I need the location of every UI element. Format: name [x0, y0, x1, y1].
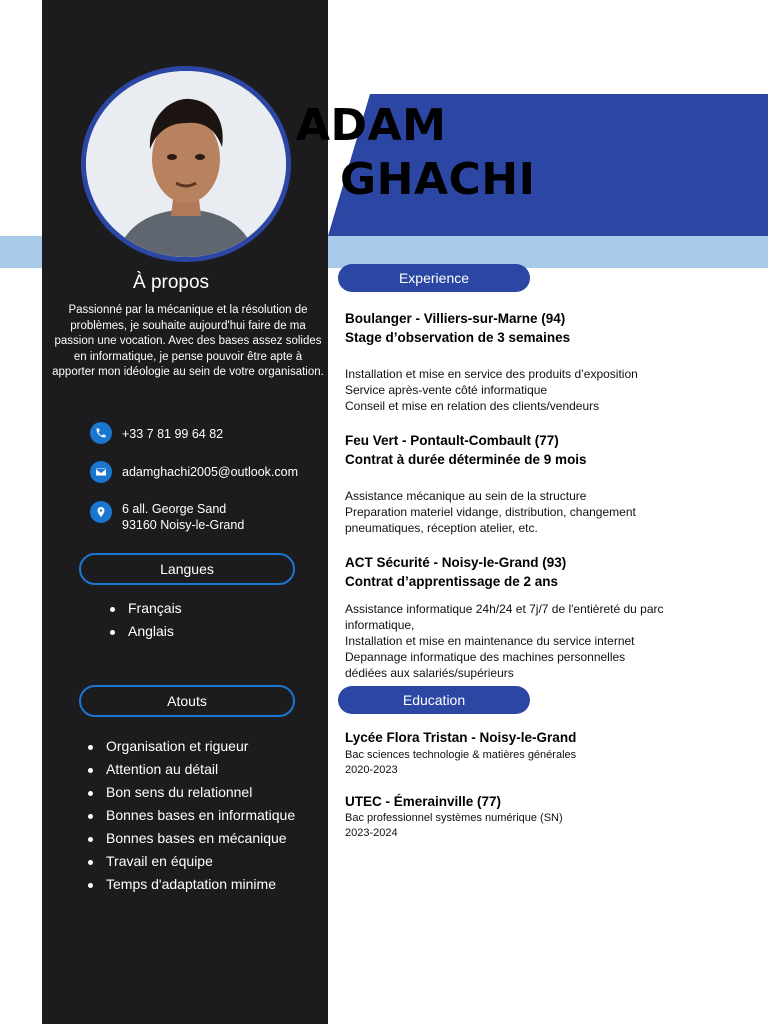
job-contract: Contrat à durée déterminée de 9 mois — [345, 452, 587, 467]
address — [122, 501, 244, 533]
job-line: Assistance mécanique au sein de la structure — [345, 489, 587, 503]
experience-heading: Experience — [338, 264, 530, 292]
about-title: À propos — [133, 272, 210, 293]
person-portrait-icon — [86, 71, 286, 257]
school-2-details — [345, 811, 563, 840]
job-company: Boulanger - Villiers-sur-Marne (94) — [345, 311, 566, 326]
job-1-title — [345, 309, 570, 347]
job-line: pneumatiques, réception atelier, etc. — [345, 521, 538, 535]
address-line-1: 6 all. George Sand — [122, 502, 227, 516]
school-years: 2020-2023 — [345, 763, 398, 776]
address-line-2: 93160 Noisy-le-Grand — [122, 518, 245, 532]
list-item: Bonnes bases en mécanique — [86, 830, 295, 846]
school-1-details — [345, 748, 576, 777]
contact-email — [90, 461, 298, 483]
school-degree: Bac professionnel systèmes numérique (SN) — [345, 812, 563, 824]
job-2-title — [345, 431, 587, 469]
job-company: ACT Sécurité - Noisy-le-Grand (93) — [345, 555, 567, 570]
about-text: Passionné par la mécanique et la résolution de problèmes, je souhaite aujourd'hui faire de ma passion une vocation. Avec des bases assez solides en informatique, je pense pouvoir être apte à apporter mon idéologie au sein de votre organisation. — [52, 304, 324, 378]
list-item: Attention au détail — [86, 761, 295, 777]
email-address[interactable]: adamghachi2005@outlook.com — [122, 465, 298, 479]
location-pin-icon — [90, 501, 112, 523]
phone-number[interactable]: +33 7 81 99 64 82 — [122, 427, 224, 441]
list-item: Bon sens du relationnel — [86, 784, 295, 800]
job-3-description — [345, 601, 715, 681]
job-line: informatique, — [345, 618, 415, 632]
list-item: Organisation et rigueur — [86, 738, 295, 754]
list-item: Travail en équipe — [86, 853, 295, 869]
job-line: Service après-vente côté informatique — [345, 383, 548, 397]
languages-heading: Langues — [79, 553, 295, 585]
job-line: dédiées aux salariés/supérieurs — [345, 666, 514, 680]
school-years: 2023-2024 — [345, 826, 398, 839]
job-contract: Contrat d’apprentissage de 2 ans — [345, 574, 559, 589]
job-contract: Stage d’observation de 3 semaines — [345, 330, 571, 345]
job-line: Assistance informatique 24h/24 et 7j/7 de l'entièreté du parc — [345, 602, 664, 616]
mail-icon — [90, 461, 112, 483]
name-first: ADAM — [296, 100, 447, 151]
list-item: Anglais — [108, 623, 182, 639]
job-line: Preparation materiel vidange, distribution, changement — [345, 505, 636, 519]
languages-list — [108, 600, 182, 639]
contact-address — [90, 501, 244, 533]
list-item: Français — [108, 600, 182, 616]
contact-phone — [90, 422, 223, 444]
job-line: Installation et mise en maintenance du service internet — [345, 634, 635, 648]
education-heading: Education — [338, 686, 530, 714]
list-item: Bonnes bases en informatique — [86, 807, 295, 823]
job-1-description — [345, 366, 715, 414]
job-line: Depannage informatique des machines personnelles — [345, 650, 626, 664]
phone-icon — [90, 422, 112, 444]
school-2-name: UTEC - Émerainville (77) — [345, 794, 502, 809]
name-last: GHACHI — [340, 154, 536, 205]
job-line: Installation et mise en service des produits d’exposition — [345, 367, 638, 381]
avatar — [86, 71, 286, 257]
job-3-title — [345, 553, 566, 591]
school-1-name: Lycée Flora Tristan - Noisy-le-Grand — [345, 730, 577, 745]
list-item: Temps d'adaptation minime — [86, 876, 295, 892]
job-company: Feu Vert - Pontault-Combault (77) — [345, 433, 559, 448]
job-2-description — [345, 488, 715, 536]
assets-heading: Atouts — [79, 685, 295, 717]
job-line: Conseil et mise en relation des clients/vendeurs — [345, 399, 600, 413]
assets-list — [86, 738, 295, 892]
school-degree: Bac sciences technologie & matières générales — [345, 749, 577, 761]
